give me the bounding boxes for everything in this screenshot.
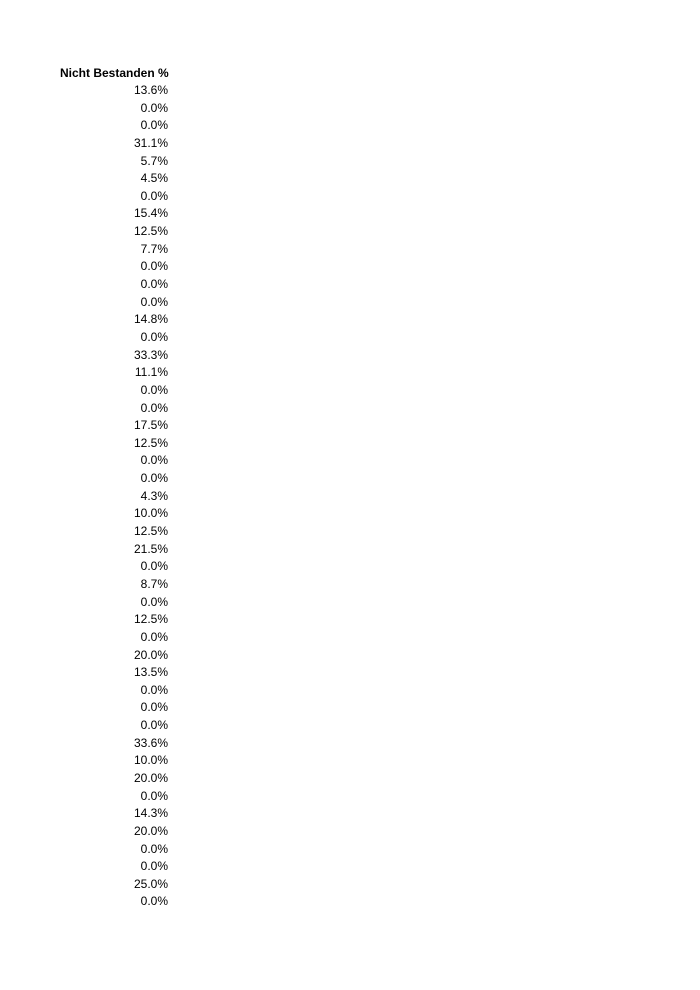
table-cell: 17.5% <box>133 418 168 433</box>
table-cell: 0.0% <box>140 859 168 874</box>
table-cell: 10.0% <box>133 753 168 768</box>
table-cell: 12.5% <box>133 612 168 627</box>
table-cell: 0.0% <box>140 682 168 697</box>
table-cell: 13.6% <box>133 83 168 97</box>
table-cell: 31.1% <box>133 135 168 150</box>
table-cell: 25.0% <box>133 876 168 891</box>
table-cell: 0.0% <box>140 718 168 733</box>
table-cell: 0.0% <box>140 277 168 292</box>
table-cell: 0.0% <box>140 629 168 644</box>
table-cell: 20.0% <box>133 647 168 662</box>
table-cell: 0.0% <box>140 894 168 909</box>
table-cell: 0.0% <box>140 400 168 415</box>
table-cell: 4.3% <box>140 488 168 503</box>
table-cell: 5.7% <box>140 153 168 168</box>
table-cell: 0.0% <box>140 118 168 133</box>
table-cell: 15.4% <box>133 206 168 221</box>
table-cell: 0.0% <box>140 788 168 803</box>
table-cell: 0.0% <box>140 329 168 344</box>
table-cell: 12.5% <box>133 435 168 450</box>
table-cell: 10.0% <box>133 506 168 521</box>
table-cell: 0.0% <box>140 382 168 397</box>
table-cell: 20.0% <box>133 823 168 838</box>
table-cell: 4.5% <box>140 171 168 186</box>
table-cell: 14.3% <box>133 806 168 821</box>
table-cell: 0.0% <box>140 294 168 309</box>
table-cell: 11.1% <box>134 365 168 380</box>
table-cell: 21.5% <box>133 541 168 556</box>
table-cell: 13.5% <box>133 665 168 680</box>
column-cells <box>60 82 168 911</box>
table-cell: 12.5% <box>133 224 168 239</box>
column-header: Nicht Bestanden % <box>60 66 169 80</box>
table-cell: 14.8% <box>133 312 168 327</box>
table-cell: 12.5% <box>133 524 168 539</box>
table-cell: 0.0% <box>140 471 168 486</box>
table-cell: 0.0% <box>140 594 168 609</box>
table-cell: 0.0% <box>140 559 168 574</box>
table-cell: 33.6% <box>133 735 168 750</box>
nicht-bestanden-column <box>60 64 168 911</box>
table-cell: 0.0% <box>140 841 168 856</box>
table-cell: 0.0% <box>140 453 168 468</box>
table-cell: 0.0% <box>140 259 168 274</box>
table-cell: 20.0% <box>133 770 168 785</box>
table-cell: 0.0% <box>140 188 168 203</box>
table-cell: 7.7% <box>140 241 168 256</box>
table-cell: 33.3% <box>133 347 168 362</box>
table-cell: 0.0% <box>140 700 168 715</box>
table-cell: 8.7% <box>140 576 168 591</box>
table-cell: 0.0% <box>140 100 168 115</box>
